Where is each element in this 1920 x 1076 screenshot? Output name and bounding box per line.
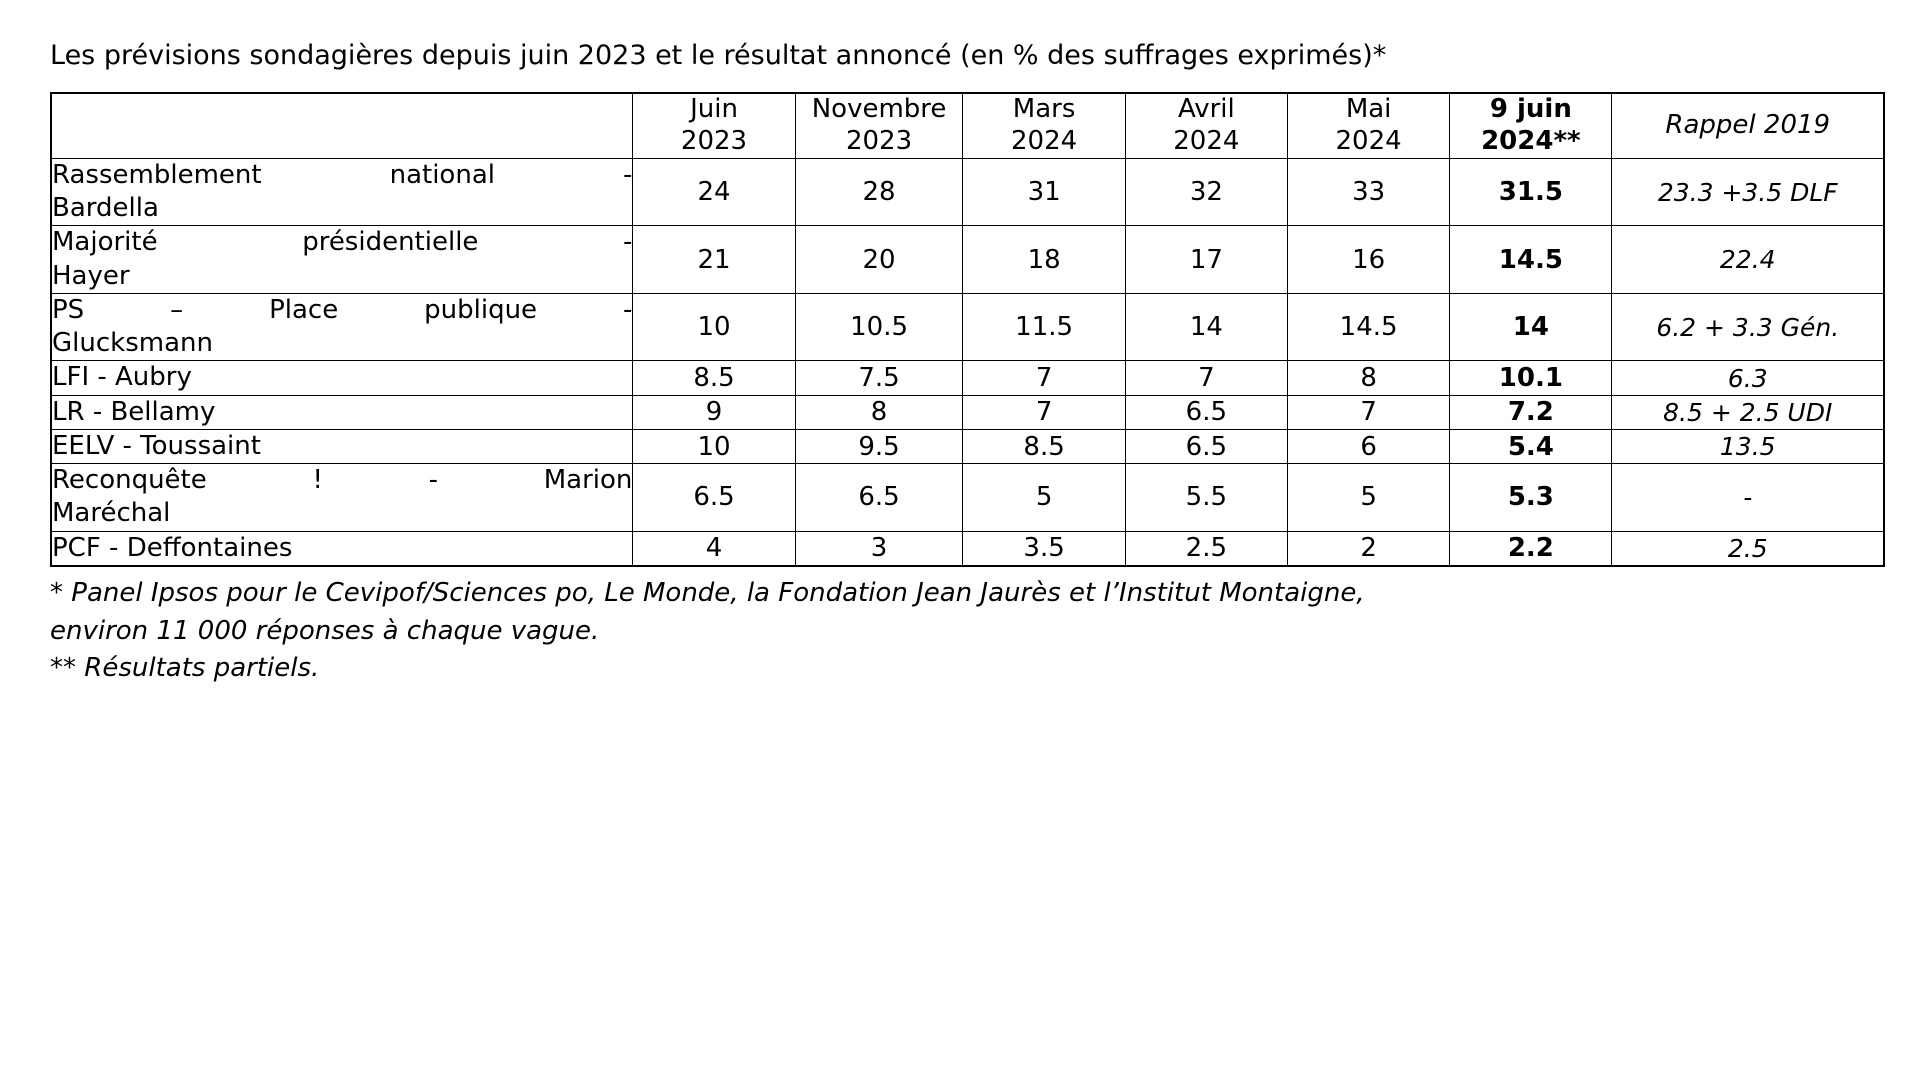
row-label-line1: Reconquête ! - Marion [52,465,633,496]
row-label-lfi-aubry: LFI - Aubry [51,361,633,395]
column-header-line1: 9 juin [1489,94,1572,125]
cell-value-result: 7.2 [1450,395,1612,429]
cell-value-recall: 23.3 +3.5 DLF [1612,158,1884,226]
cell-value: 10.5 [795,293,963,361]
cell-value: 14.5 [1287,293,1449,361]
table-row [51,429,1884,463]
cell-value: 21 [633,226,795,294]
column-header-rappel-2019 [1612,93,1884,158]
cell-value: 17 [1125,226,1287,294]
footnote-line-1: * Panel Ipsos pour le Cevipof/Sciences po, Le Monde, la Fondation Jean Jaurès et l’Institut Montaigne, [50,578,1365,609]
cell-value: 24 [633,158,795,226]
column-header-line1: Rappel 2019 [1665,110,1831,141]
row-label-line1: PS – Place publique - [52,294,633,325]
column-header-line1: Novembre [811,94,947,125]
table-corner-cell [51,93,633,158]
cell-value-result: 10.1 [1450,361,1612,395]
cell-value: 6.5 [795,464,963,532]
cell-value: 9 [633,395,795,429]
column-header-juin-2023 [633,93,795,158]
cell-value: 7 [963,361,1125,395]
column-header-line1: Mars [1012,94,1076,125]
cell-value: 10 [633,429,795,463]
cell-value: 4 [633,531,795,566]
cell-value: 7 [1125,361,1287,395]
column-header-line2: 2024 [1335,126,1402,157]
cell-value: 8 [1287,361,1449,395]
column-header-mai-2024 [1287,93,1449,158]
cell-value: 20 [795,226,963,294]
cell-value: 8.5 [633,361,795,395]
table-header-row [51,93,1884,158]
footnotes [50,575,1885,688]
footnote-line-3: ** Résultats partiels. [50,653,320,684]
cell-value: 5 [963,464,1125,532]
row-label-line2: Maréchal [52,498,171,529]
cell-value: 5 [1287,464,1449,532]
cell-value: 7.5 [795,361,963,395]
cell-value: 6.5 [1125,395,1287,429]
cell-value-recall: 13.5 [1612,429,1884,463]
cell-value: 7 [963,395,1125,429]
cell-value: 2.5 [1125,531,1287,566]
footnote-line-2: environ 11 000 réponses à chaque vague. [50,615,600,646]
table-row [51,531,1884,566]
cell-value: 3.5 [963,531,1125,566]
column-header-line1: Mai [1345,94,1392,125]
cell-value-recall: 6.3 [1612,361,1884,395]
cell-value: 2 [1287,531,1449,566]
page-title: Les prévisions sondagières depuis juin 2023 et le résultat annoncé (en % des suffrages exprimés)* [50,40,1387,71]
table-row [51,395,1884,429]
cell-value: 33 [1287,158,1449,226]
cell-value: 28 [795,158,963,226]
cell-value: 16 [1287,226,1449,294]
row-label-line1: Rassemblement national - [52,159,633,190]
column-header-line2: 2023 [845,126,913,157]
column-header-line2: 2024 [1011,126,1078,157]
column-header-line1: Juin [690,94,738,125]
row-label-line2: Bardella [52,193,159,224]
column-header-avril-2024 [1125,93,1287,158]
column-header-novembre-2023 [795,93,963,158]
cell-value: 18 [963,226,1125,294]
row-label-lr-bellamy: LR - Bellamy [51,395,633,429]
row-label-reconquete-marion-marechal [51,464,633,532]
column-header-line2: 2023 [680,126,748,157]
cell-value: 14 [1125,293,1287,361]
cell-value-recall: 6.2 + 3.3 Gén. [1612,293,1884,361]
cell-value: 31 [963,158,1125,226]
cell-value: 6 [1287,429,1449,463]
row-label-eelv-toussaint: EELV - Toussaint [51,429,633,463]
cell-value-recall: 8.5 + 2.5 UDI [1612,395,1884,429]
cell-value: 3 [795,531,963,566]
row-label-pcf-deffontaines: PCF - Deffontaines [51,531,633,566]
cell-value: 10 [633,293,795,361]
cell-value-recall: 22.4 [1612,226,1884,294]
table-row [51,464,1884,532]
row-label-rassemblement-national [51,158,633,226]
column-header-line1: Avril [1177,94,1235,125]
row-label-majorite-presidentielle [51,226,633,294]
poll-results-table [50,92,1885,567]
row-label-line2: Hayer [52,260,130,291]
cell-value-result: 2.2 [1450,531,1612,566]
row-label-line1: Majorité présidentielle - [52,227,633,258]
row-label-line2: Glucksmann [52,328,213,359]
cell-value-recall: 2.5 [1612,531,1884,566]
table-row [51,158,1884,226]
cell-value-result: 31.5 [1450,158,1612,226]
cell-value-result: 14.5 [1450,226,1612,294]
cell-value-result: 5.4 [1450,429,1612,463]
cell-value: 5.5 [1125,464,1287,532]
table-row [51,293,1884,361]
cell-value-result: 5.3 [1450,464,1612,532]
cell-value: 11.5 [963,293,1125,361]
cell-value: 6.5 [633,464,795,532]
cell-value-recall: - [1612,464,1884,532]
column-header-9-juin-2024 [1450,93,1612,158]
cell-value: 7 [1287,395,1449,429]
cell-value-result: 14 [1450,293,1612,361]
cell-value: 9.5 [795,429,963,463]
table-row [51,361,1884,395]
column-header-mars-2024 [963,93,1125,158]
cell-value: 32 [1125,158,1287,226]
cell-value: 8.5 [963,429,1125,463]
column-header-line2: 2024 [1173,126,1240,157]
table-row [51,226,1884,294]
column-header-line2: 2024** [1481,126,1581,157]
cell-value: 8 [795,395,963,429]
row-label-ps-place-publique [51,293,633,361]
cell-value: 6.5 [1125,429,1287,463]
